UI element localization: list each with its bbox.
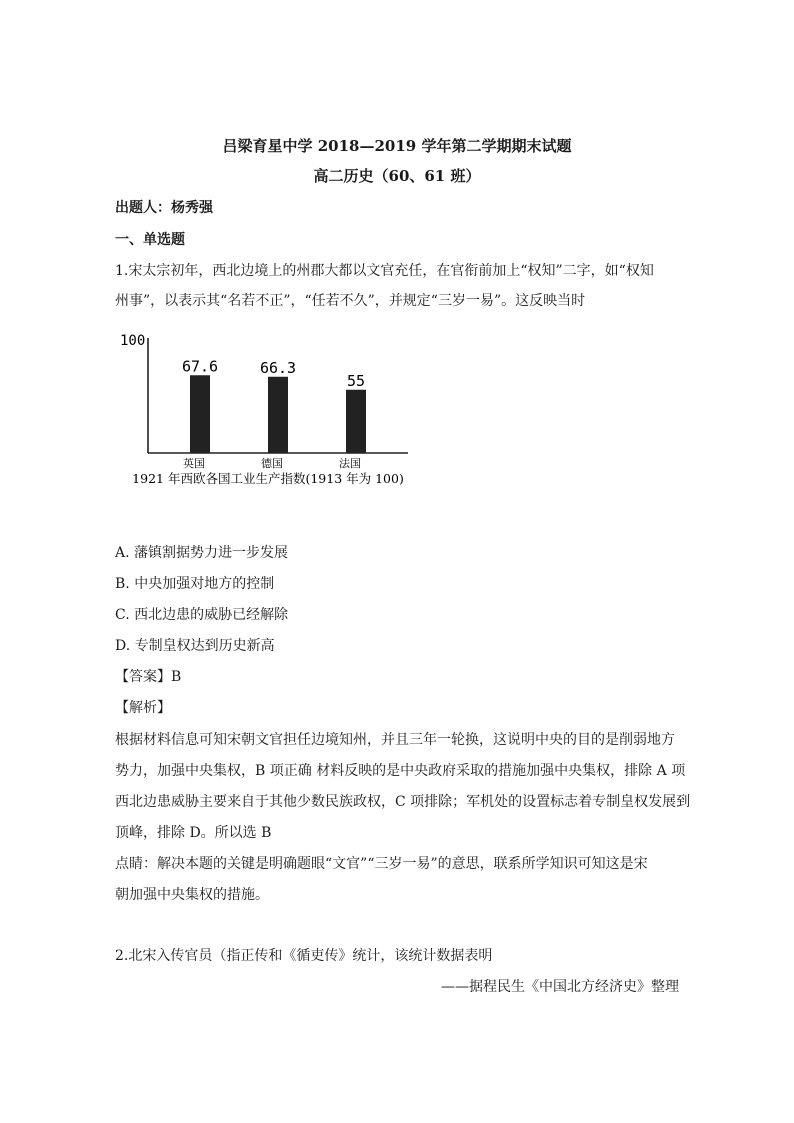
page-subtitle: 高二历史（60、61 班） [313,167,481,185]
bar-2 [268,377,288,453]
author-line: 出题人：杨秀强 [115,200,213,216]
category-label: 德国 [261,457,283,470]
option-c[interactable]: C. 西北边患的威胁已经解除 [115,607,289,623]
bar-value-label: 55 [346,371,366,390]
tip-line: 点睛：解决本题的关键是明确题眼“文官”“三岁一易”的意思，联系所学知识可知这是宋 [115,856,648,872]
industrial-index-chart [118,330,418,495]
answer-label: 【答案】B [115,669,182,685]
analysis-label: 【解析】 [115,700,171,716]
bar-value-label: 66.3 [259,358,297,377]
option-a[interactable]: A. 藩镇割据势力进一步发展 [115,545,289,561]
analysis-line: 顶峰，排除 D。所以选 B [115,825,272,841]
bar-value-label: 67.6 [181,357,219,376]
question-2-source: ——据程民生《中国北方经济史》整理 [441,979,679,995]
section-heading: 一、单选题 [115,232,185,248]
tip-line: 朝加强中央集权的措施。 [115,887,269,903]
page-title: 吕梁育星中学 2018—2019 学年第二学期期末试题 [222,137,572,155]
question-1-stem-line-2: 州事”，以表示其“名若不正”，“任若不久”，并规定“三岁一易”。这反映当时 [115,293,586,309]
category-label: 英国 [183,457,205,470]
option-b[interactable]: B. 中央加强对地方的控制 [115,576,275,592]
analysis-line: 根据材料信息可知宋朝文官担任边境知州，并且三年一轮换，这说明中央的目的是削弱地方 [115,732,675,748]
analysis-line: 势力，加强中央集权，B 项正确 材料反映的是中央政府采取的措施加强中央集权，排除 A 项 [115,763,686,779]
y-tick-label: 100 [120,333,146,349]
bar-1 [190,375,210,453]
question-2-stem: 2.北宋入传官员（指正传和《循吏传》统计，该统计数据表明 [115,948,493,964]
option-d[interactable]: D. 专制皇权达到历史新高 [115,638,275,654]
question-1-stem-line-1: 1.宋太宗初年，西北边境上的州郡大都以文官充任，在官衔前加上“权知”二字，如“权知 [115,263,654,279]
category-label: 法国 [339,457,361,470]
analysis-line: 西北边患威胁主要来自于其他少数民族政权，C 项排除；军机处的设置标志着专制皇权发展到 [115,794,691,810]
bar-3 [346,390,366,453]
chart-title: 1921 年西欧各国工业生产指数(1913 年为 100) [132,471,404,486]
